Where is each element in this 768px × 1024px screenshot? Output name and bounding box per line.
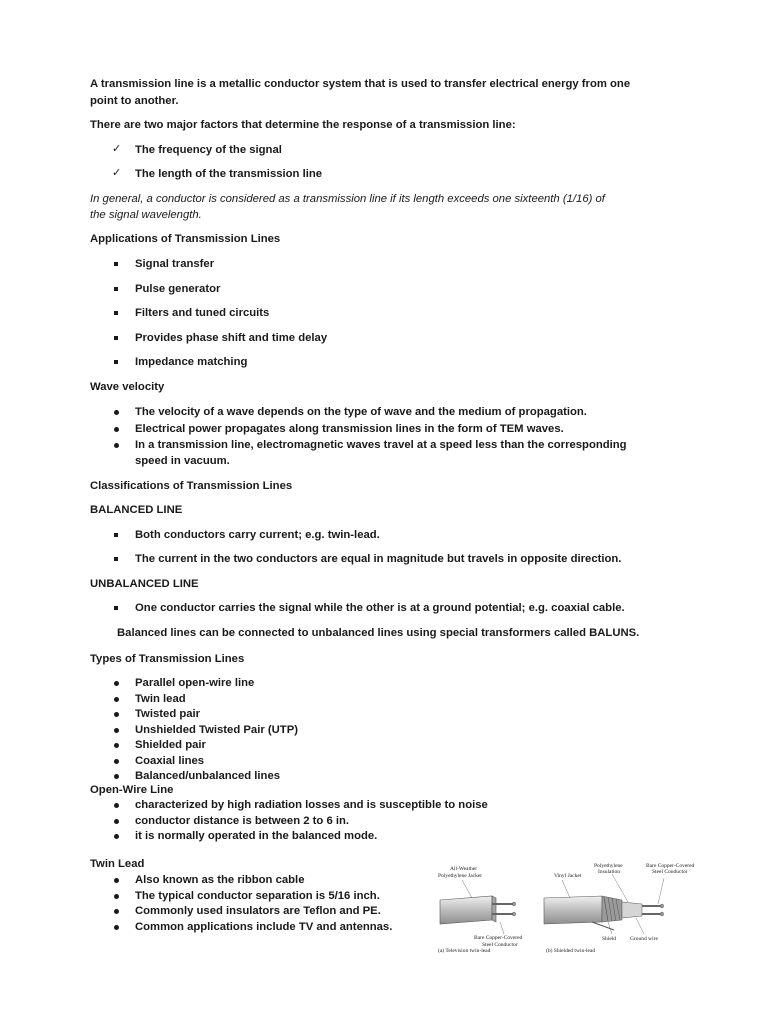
application-item: Provides phase shift and time delay <box>135 332 328 344</box>
round-bullet-icon <box>114 925 119 930</box>
figure-b-caption: (b) Shielded twin-lead <box>546 948 596 954</box>
wave-item: Electrical power propagates along transmission lines in the form of TEM waves. <box>135 423 564 435</box>
wave-item: The velocity of a wave depends on the type of wave and the medium of propagation. <box>135 406 587 418</box>
type-item: Unshielded Twisted Pair (UTP) <box>135 724 298 736</box>
unbalanced-item: One conductor carries the signal while the other is at a ground potential; e.g. coaxial cable. <box>135 602 625 614</box>
square-bullet-icon <box>114 262 118 266</box>
round-bullet-icon <box>114 712 119 717</box>
round-bullet-icon <box>114 759 119 764</box>
figure-b-label: Shield <box>602 936 617 942</box>
square-bullet-icon <box>114 557 118 561</box>
open-wire-item: conductor distance is between 2 to 6 in. <box>135 815 350 827</box>
checkmark-icon: ✓ <box>112 167 122 179</box>
round-bullet-icon <box>114 427 119 432</box>
balanced-item: Both conductors carry current; e.g. twin-lead. <box>135 529 380 541</box>
round-bullet-icon <box>114 728 119 733</box>
figure-b-label: Ground wire <box>630 936 658 942</box>
round-bullet-icon <box>114 410 119 415</box>
shielded-twin-lead-illustration <box>544 874 664 934</box>
balanced-line-heading: BALANCED LINE <box>90 504 183 516</box>
type-item: Parallel open-wire line <box>135 677 255 689</box>
square-bullet-icon <box>114 311 118 315</box>
type-item: Twisted pair <box>135 708 201 720</box>
checkmark-icon: ✓ <box>112 143 122 155</box>
note-line-2: the signal wavelength. <box>90 209 202 221</box>
type-item: Shielded pair <box>135 739 206 751</box>
twin-lead-item: Also known as the ribbon cable <box>135 874 305 886</box>
factor-item: The length of the transmission line <box>135 168 323 180</box>
figure-b-label: Insulation <box>598 869 620 875</box>
round-bullet-icon <box>114 894 119 899</box>
application-item: Filters and tuned circuits <box>135 307 270 319</box>
open-wire-item: characterized by high radiation losses and is susceptible to noise <box>135 799 488 811</box>
figure-a-caption: (a) Television twin-lead <box>438 948 491 954</box>
intro-line-1: A transmission line is a metallic conductor system that is used to transfer electrical energy from one <box>90 78 631 90</box>
round-bullet-icon <box>114 743 119 748</box>
figure-a-label: Polyethylene Jacket <box>438 873 482 879</box>
type-item: Balanced/unbalanced lines <box>135 770 281 782</box>
round-bullet-icon <box>114 909 119 914</box>
twin-lead-item: Common applications include TV and antennas. <box>135 921 393 933</box>
wave-item: In a transmission line, electromagnetic waves travel at a speed less than the corresponding <box>135 439 627 451</box>
open-wire-heading: Open-Wire Line <box>90 784 174 796</box>
open-wire-item: it is normally operated in the balanced mode. <box>135 830 378 842</box>
figure-b-label: Bare Copper-Covered <box>646 863 695 869</box>
baluns-note: Balanced lines can be connected to unbalanced lines using special transformers called BALUNS. <box>117 627 640 639</box>
square-bullet-icon <box>114 360 118 364</box>
twin-lead-item: The typical conductor separation is 5/16 inch. <box>135 890 380 902</box>
type-item: Coaxial lines <box>135 755 205 767</box>
factors-heading: There are two major factors that determine the response of a transmission line: <box>90 119 516 131</box>
round-bullet-icon <box>114 774 119 779</box>
note-line-1: In general, a conductor is considered as a transmission line if its length exceeds one sixteenth (1/16) of <box>90 193 605 205</box>
figure-a-label: Steel Conductor <box>482 942 518 948</box>
figure-b-label: Steel Conductor <box>652 869 688 875</box>
unbalanced-line-heading: UNBALANCED LINE <box>90 578 199 590</box>
figure-a-label: Bare Copper-Covered <box>474 935 523 941</box>
wave-velocity-heading: Wave velocity <box>90 381 165 393</box>
round-bullet-icon <box>114 681 119 686</box>
round-bullet-icon <box>114 697 119 702</box>
types-heading: Types of Transmission Lines <box>90 653 245 665</box>
type-item: Twin lead <box>135 693 186 705</box>
twin-lead-heading: Twin Lead <box>90 858 145 870</box>
figure-b-label: Vinyl Jacket <box>554 873 582 879</box>
round-bullet-icon <box>114 803 119 808</box>
round-bullet-icon <box>114 834 119 839</box>
twin-lead-item: Commonly used insulators are Teflon and PE. <box>135 905 381 917</box>
factor-item: The frequency of the signal <box>135 144 282 156</box>
square-bullet-icon <box>114 606 118 610</box>
application-item: Pulse generator <box>135 283 221 295</box>
intro-line-2: point to another. <box>90 95 179 107</box>
figure-b-label: Polyethylene <box>594 863 623 869</box>
round-bullet-icon <box>114 878 119 883</box>
square-bullet-icon <box>114 287 118 291</box>
application-item: Impedance matching <box>135 356 248 368</box>
twin-lead-cable-figure <box>432 860 708 954</box>
square-bullet-icon <box>114 336 118 340</box>
application-item: Signal transfer <box>135 258 215 270</box>
applications-heading: Applications of Transmission Lines <box>90 233 281 245</box>
twin-lead-illustration <box>440 880 516 934</box>
figure-a-label: All-Weather <box>450 866 478 872</box>
round-bullet-icon <box>114 443 119 448</box>
round-bullet-icon <box>114 819 119 824</box>
square-bullet-icon <box>114 533 118 537</box>
wave-item-continued: speed in vacuum. <box>135 455 230 467</box>
classifications-heading: Classifications of Transmission Lines <box>90 480 293 492</box>
balanced-item: The current in the two conductors are equal in magnitude but travels in opposite direction. <box>135 553 622 565</box>
